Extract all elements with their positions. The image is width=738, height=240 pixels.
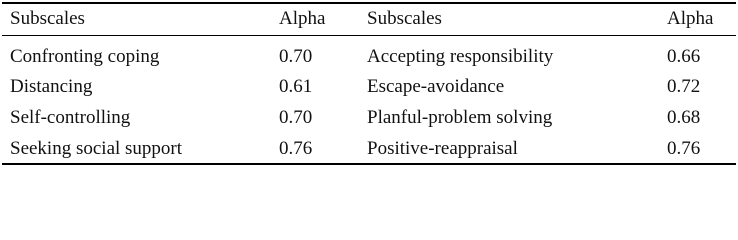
- header-subscales-left: Subscales: [10, 8, 85, 29]
- left-alpha-value: 0.70: [279, 46, 313, 67]
- left-alpha-value: 0.61: [279, 76, 313, 97]
- left-subscale-name: Distancing: [10, 76, 93, 97]
- left-subscale-name: Seeking social support: [10, 138, 183, 159]
- right-subscale-name: Planful-problem solving: [367, 107, 553, 128]
- bottom-rule: [2, 163, 736, 165]
- right-subscale-name: Escape-avoidance: [367, 76, 505, 97]
- right-subscale-name: Positive-reappraisal: [367, 138, 518, 159]
- header-row: [0, 4, 738, 34]
- left-alpha-value: 0.70: [279, 107, 313, 128]
- header-alpha-right: Alpha: [667, 8, 714, 29]
- right-alpha-value: 0.72: [667, 76, 701, 97]
- header-alpha-left: Alpha: [279, 8, 326, 29]
- header-rule: [2, 35, 736, 36]
- left-subscale-name: Self-controlling: [10, 107, 131, 128]
- right-alpha-value: 0.76: [667, 138, 701, 159]
- right-subscale-name: Accepting responsibility: [367, 46, 554, 67]
- right-alpha-value: 0.66: [667, 46, 701, 67]
- left-subscale-name: Confronting coping: [10, 46, 160, 67]
- table-row: [0, 103, 738, 133]
- left-alpha-value: 0.76: [279, 138, 313, 159]
- table-row: [0, 134, 738, 164]
- table-row: [0, 42, 738, 72]
- header-subscales-right: Subscales: [367, 8, 442, 29]
- right-alpha-value: 0.68: [667, 107, 701, 128]
- table-row: [0, 72, 738, 102]
